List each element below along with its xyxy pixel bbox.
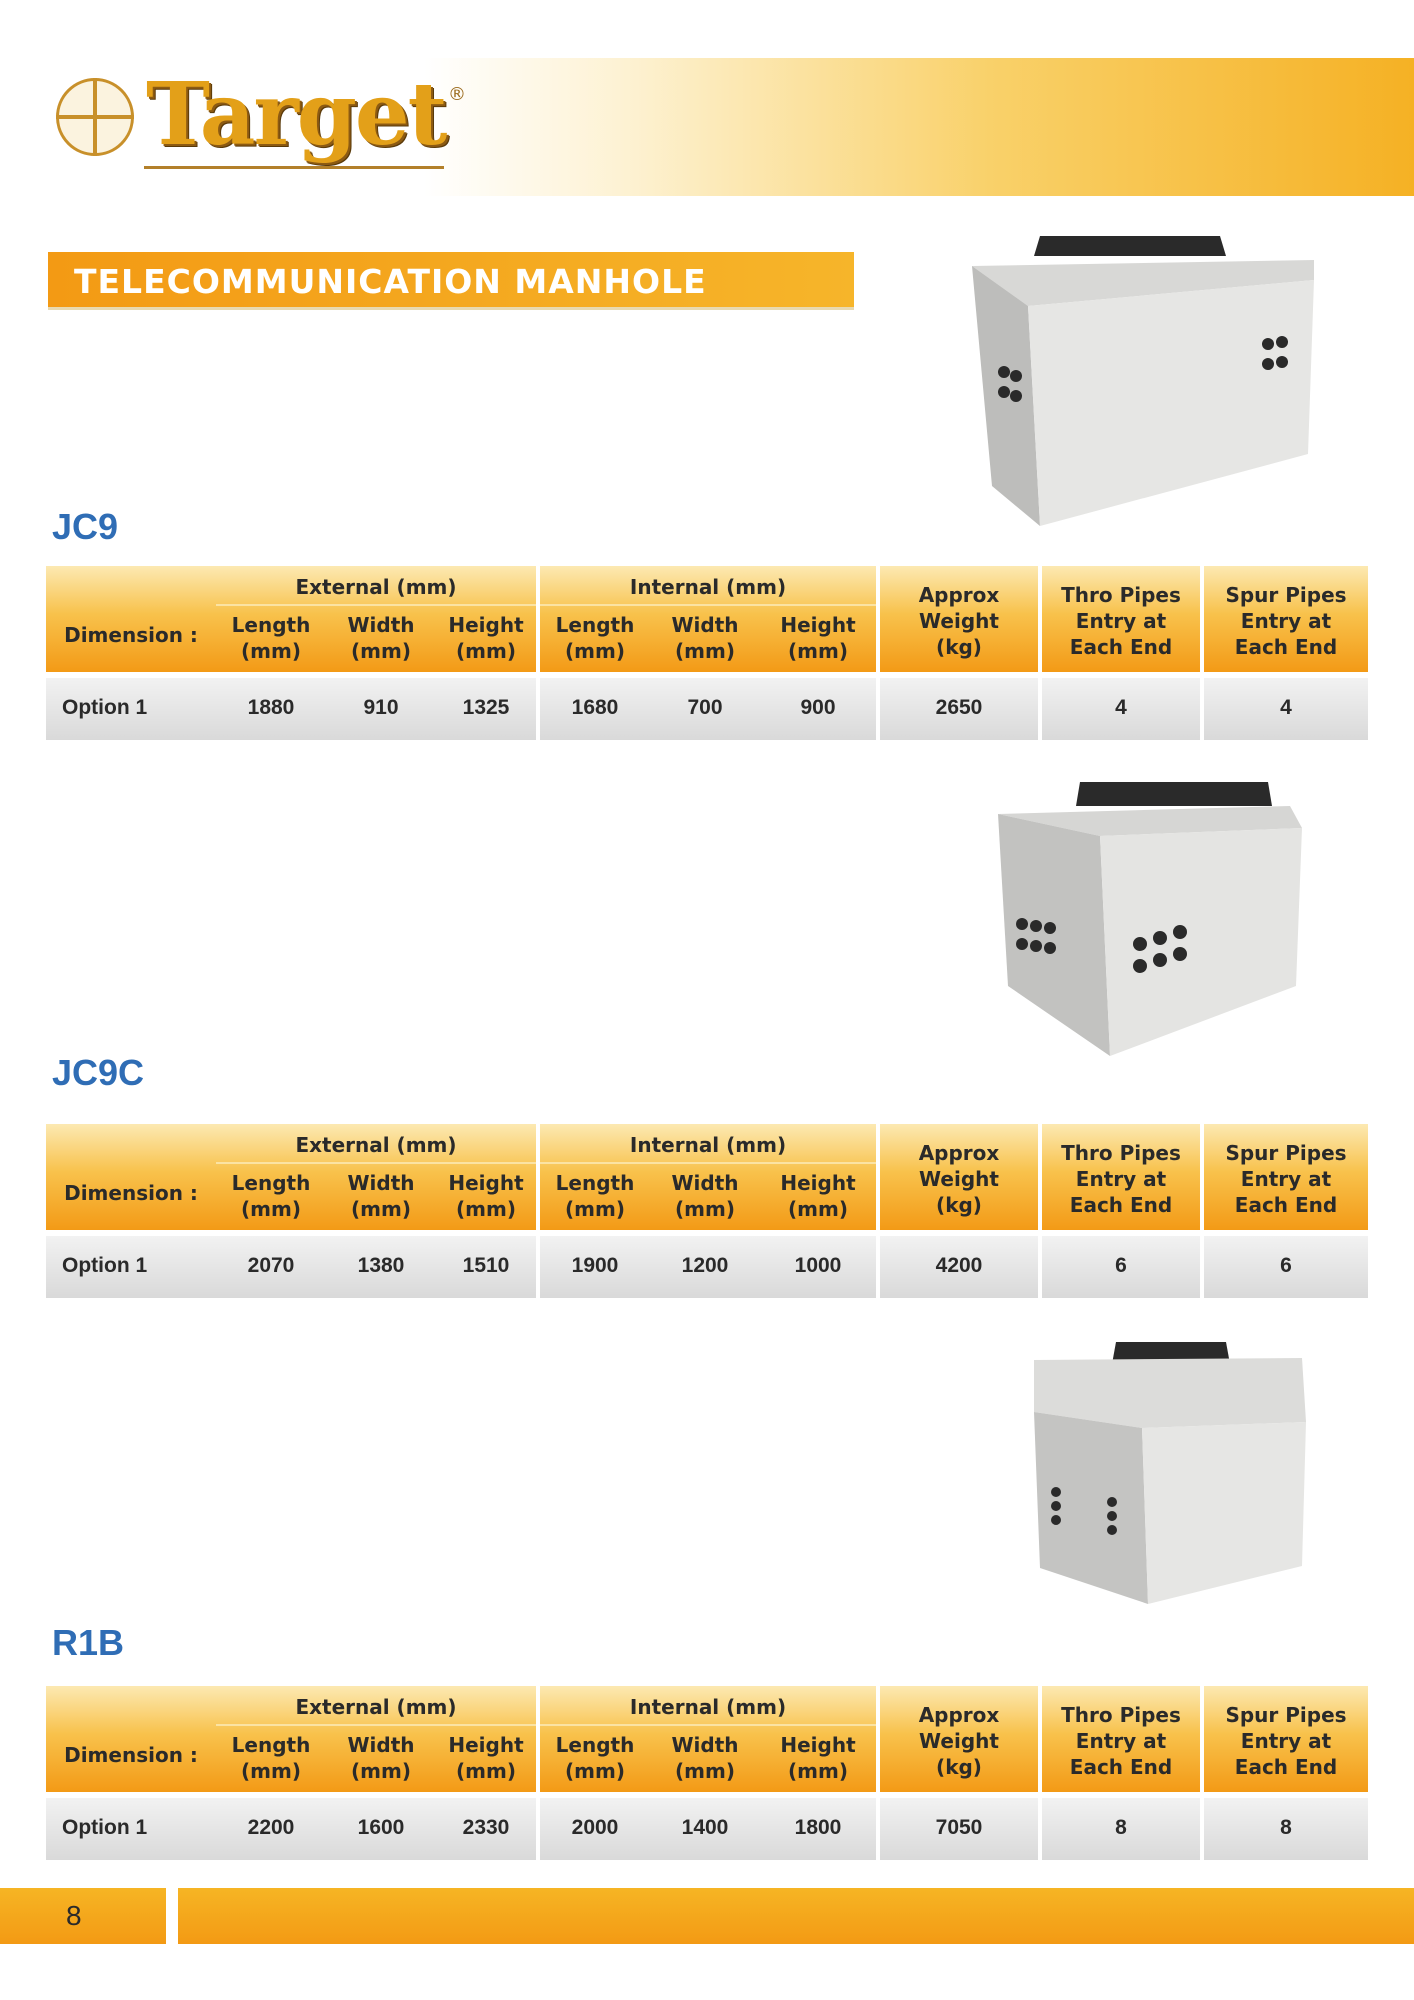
spur-pipes-value: 8 xyxy=(1280,1816,1292,1839)
spec-table-r1b xyxy=(46,1686,1368,1862)
thro-pipes-value: 6 xyxy=(1115,1254,1127,1277)
section-title: TELECOMMUNICATION MANHOLE xyxy=(74,262,707,301)
registered-mark: ® xyxy=(448,84,466,105)
int-width-header: Width (mm) xyxy=(671,1171,739,1221)
external-divider xyxy=(216,1724,536,1726)
weight-value: 4200 xyxy=(935,1254,983,1277)
weight-value: 7050 xyxy=(935,1816,983,1839)
page-number: 8 xyxy=(66,1900,82,1931)
r1b-product-image xyxy=(1030,1340,1310,1604)
option-label: Option 1 xyxy=(62,1254,148,1277)
ext-height-header: Height (mm) xyxy=(448,1171,524,1221)
int-width-value: 700 xyxy=(687,696,723,719)
dimension-label: Dimension : xyxy=(64,623,198,647)
int-height-header: Height (mm) xyxy=(780,1171,856,1221)
model-label-r1b: R1B xyxy=(52,1622,125,1663)
model-label-jc9: JC9 xyxy=(52,506,119,547)
weight-header: Approx Weight (kg) xyxy=(918,1703,1000,1779)
ext-height-header: Height (mm) xyxy=(448,1733,524,1783)
thro-pipes-value: 4 xyxy=(1115,696,1127,719)
jc9c-manhole-illustration xyxy=(990,780,1306,1056)
int-height-value: 1800 xyxy=(794,1816,842,1839)
int-width-value: 1200 xyxy=(681,1254,729,1277)
thro-pipes-value: 8 xyxy=(1115,1816,1127,1839)
thro-pipes-header: Thro Pipes Entry at Each End xyxy=(1061,1141,1181,1217)
int-width-header: Width (mm) xyxy=(671,613,739,663)
int-height-header: Height (mm) xyxy=(780,1733,856,1783)
external-group-label: External (mm) xyxy=(295,1695,457,1719)
jc9-product-image xyxy=(968,236,1334,528)
external-group-label: External (mm) xyxy=(295,1133,457,1157)
internal-group-label: Internal (mm) xyxy=(629,1695,787,1719)
internal-group-label: Internal (mm) xyxy=(629,575,787,599)
external-group-label: External (mm) xyxy=(295,575,457,599)
footer-bar xyxy=(178,1888,1414,1944)
int-width-header: Width (mm) xyxy=(671,1733,739,1783)
brand-logo xyxy=(56,64,476,188)
ext-width-header: Width (mm) xyxy=(347,1171,415,1221)
int-length-value: 2000 xyxy=(571,1816,619,1839)
internal-divider xyxy=(540,1724,876,1726)
spur-pipes-header: Spur Pipes Entry at Each End xyxy=(1225,1141,1347,1217)
weight-header: Approx Weight (kg) xyxy=(918,583,1000,659)
ext-height-value: 1510 xyxy=(462,1254,510,1277)
ext-width-value: 910 xyxy=(363,696,399,719)
brand-name: Target xyxy=(146,64,446,165)
ext-length-value: 2200 xyxy=(247,1816,295,1839)
ext-width-header: Width (mm) xyxy=(347,613,415,663)
ext-width-value: 1600 xyxy=(357,1816,405,1839)
jc9c-product-image xyxy=(990,780,1306,1056)
model-label-jc9c: JC9C xyxy=(52,1052,145,1093)
int-length-header: Length (mm) xyxy=(555,1171,635,1221)
int-height-value: 1000 xyxy=(794,1254,842,1277)
ext-length-value: 1880 xyxy=(247,696,295,719)
internal-group-label: Internal (mm) xyxy=(629,1133,787,1157)
dimension-label: Dimension : xyxy=(64,1743,198,1767)
spur-pipes-header: Spur Pipes Entry at Each End xyxy=(1225,1703,1347,1779)
spec-table-jc9 xyxy=(46,566,1368,742)
external-divider xyxy=(216,604,536,606)
tpi-emblem-icon xyxy=(56,78,134,156)
thro-pipes-header: Thro Pipes Entry at Each End xyxy=(1061,1703,1181,1779)
logo-underline xyxy=(144,166,444,169)
int-height-header: Height (mm) xyxy=(780,613,856,663)
int-length-header: Length (mm) xyxy=(555,1733,635,1783)
ext-height-value: 2330 xyxy=(462,1816,510,1839)
int-length-header: Length (mm) xyxy=(555,613,635,663)
ext-length-value: 2070 xyxy=(247,1254,295,1277)
ext-height-header: Height (mm) xyxy=(448,613,524,663)
ext-length-header: Length (mm) xyxy=(231,613,311,663)
internal-divider xyxy=(540,604,876,606)
ext-width-header: Width (mm) xyxy=(347,1733,415,1783)
int-length-value: 1680 xyxy=(571,696,619,719)
external-divider xyxy=(216,1162,536,1164)
internal-divider xyxy=(540,1162,876,1164)
ext-length-header: Length (mm) xyxy=(231,1171,311,1221)
jc9-manhole-illustration xyxy=(968,236,1334,528)
spur-pipes-value: 4 xyxy=(1280,696,1292,719)
int-length-value: 1900 xyxy=(571,1254,619,1277)
spec-table-jc9c xyxy=(46,1124,1368,1300)
ext-length-header: Length (mm) xyxy=(231,1733,311,1783)
section-title-bar xyxy=(48,252,854,310)
int-width-value: 1400 xyxy=(681,1816,729,1839)
dimension-label: Dimension : xyxy=(64,1181,198,1205)
weight-header: Approx Weight (kg) xyxy=(918,1141,1000,1217)
option-label: Option 1 xyxy=(62,1816,148,1839)
spur-pipes-value: 6 xyxy=(1280,1254,1292,1277)
option-label: Option 1 xyxy=(62,696,148,719)
thro-pipes-header: Thro Pipes Entry at Each End xyxy=(1061,583,1181,659)
r1b-manhole-illustration xyxy=(1030,1340,1310,1604)
ext-height-value: 1325 xyxy=(462,696,510,719)
spur-pipes-header: Spur Pipes Entry at Each End xyxy=(1225,583,1347,659)
int-height-value: 900 xyxy=(800,696,836,719)
weight-value: 2650 xyxy=(935,696,983,719)
footer-page-tab xyxy=(0,1888,166,1944)
ext-width-value: 1380 xyxy=(357,1254,405,1277)
